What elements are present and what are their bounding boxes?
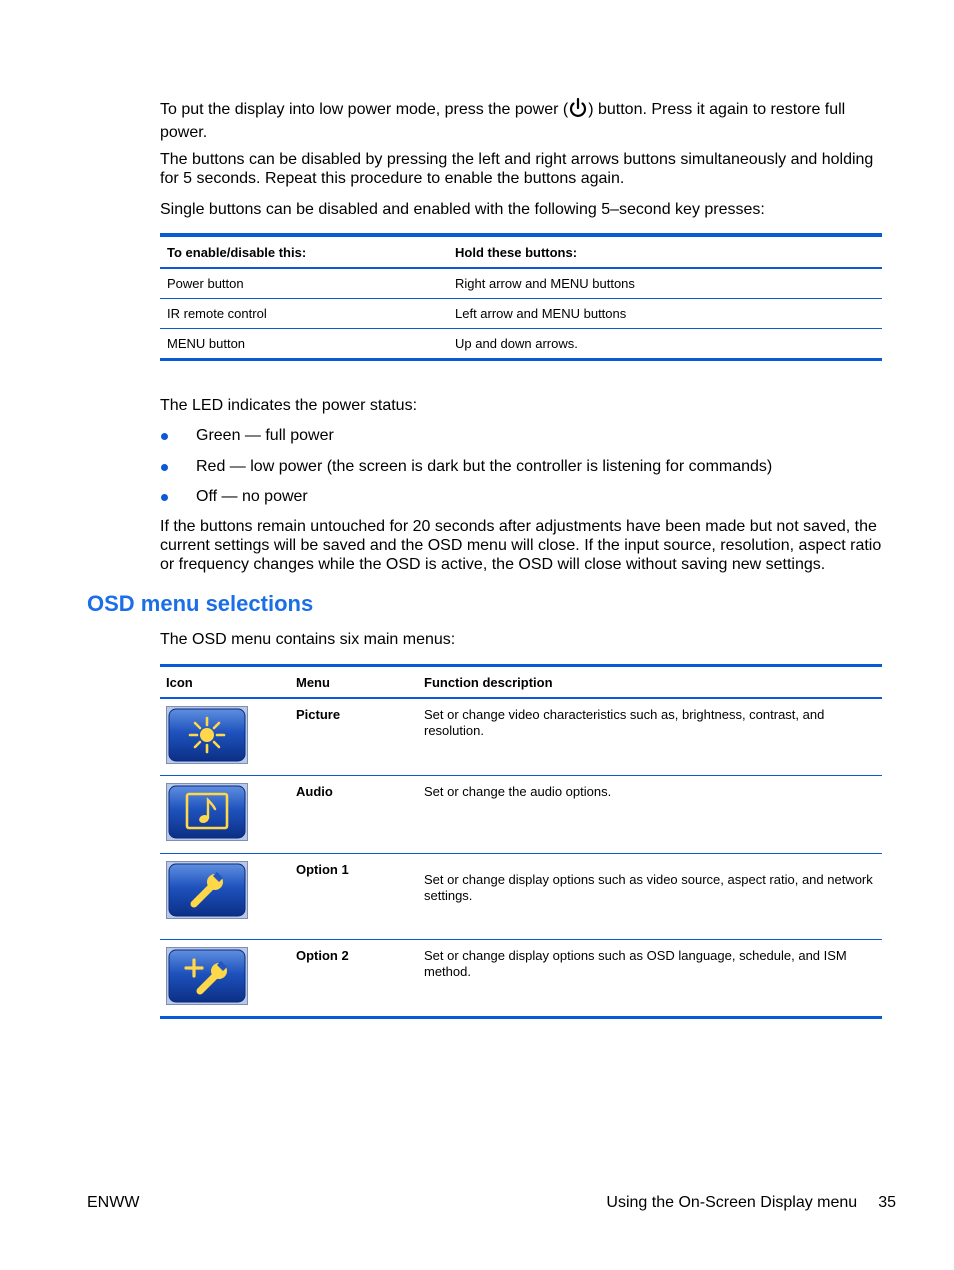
table-cell: IR remote control	[160, 299, 448, 329]
footer-running-title	[606, 1193, 896, 1212]
table-cell: Up and down arrows.	[455, 336, 578, 351]
list-item: Green — full power	[160, 426, 882, 445]
osd-menu-table	[160, 664, 882, 1019]
column-header: Icon	[160, 666, 290, 699]
table-row	[160, 776, 882, 854]
column-header: To enable/disable this:	[160, 235, 448, 268]
menu-name: Option 2	[296, 948, 349, 963]
column-header: Menu	[290, 666, 418, 699]
wrench-plus-icon	[166, 947, 248, 1005]
led-status-list	[160, 426, 882, 518]
function-description: Set or change the audio options.	[418, 776, 882, 854]
table-cell: Power button	[160, 268, 448, 299]
bullet-icon	[161, 494, 168, 501]
table-header-row	[160, 235, 882, 268]
function-description: Set or change video characteristics such as, brightness, contrast, and resolution.	[418, 698, 882, 776]
column-header: Function description	[418, 666, 882, 699]
list-item: Off — no power	[160, 487, 882, 506]
table-row	[160, 268, 882, 299]
led-intro: The LED indicates the power status:	[160, 397, 418, 414]
page-number: 35	[878, 1194, 896, 1211]
section-heading: OSD menu selections	[87, 591, 314, 616]
function-description: Set or change display options such as OSD language, schedule, and ISM method.	[424, 948, 847, 979]
timeout-paragraph: If the buttons remain untouched for 20 seconds after adjustments have been made but not saved, the current settings will be saved and the OSD menu will close. If the input source, resolution, aspect ratio or frequency changes while the OSD is active, the OSD will close without saving new settings.	[160, 518, 882, 573]
osd-intro: The OSD menu contains six main menus:	[160, 631, 456, 648]
table-cell: Right arrow and MENU buttons	[448, 268, 882, 299]
table-row	[160, 329, 882, 360]
power-icon	[568, 97, 588, 119]
wrench-icon	[166, 861, 248, 919]
list-item: Red — low power (the screen is dark but the controller is listening for commands)	[160, 457, 882, 476]
bullet-icon	[161, 464, 168, 471]
sun-icon	[166, 706, 248, 764]
footer-doc-code: ENWW	[87, 1194, 140, 1211]
disable-buttons-paragraph: The buttons can be disabled by pressing the left and right arrows buttons simultaneously and holding for 5 seconds. Repeat this procedure to enable the buttons again.	[160, 151, 874, 187]
bullet-icon	[161, 433, 168, 440]
table-row	[160, 299, 882, 329]
table-row	[160, 940, 882, 1018]
function-description: Set or change display options such as video source, aspect ratio, and network settings.	[418, 854, 882, 940]
table-cell: MENU button	[167, 336, 246, 351]
footer-section: Using the On-Screen Display menu	[606, 1194, 858, 1211]
single-buttons-paragraph: Single buttons can be disabled and enabled with the following 5–second key presses:	[160, 201, 765, 218]
button-lock-table	[160, 233, 882, 361]
table-row	[160, 854, 882, 940]
low-power-paragraph: To put the display into low power mode, press the power ( ) button. Press it again to restore full power.	[160, 97, 882, 144]
music-note-icon	[166, 783, 248, 841]
menu-name: Option 1	[290, 854, 418, 940]
column-header: Hold these buttons:	[448, 235, 882, 268]
menu-name: Picture	[290, 698, 418, 776]
table-cell: Left arrow and MENU buttons	[448, 299, 882, 329]
table-row	[160, 698, 882, 776]
menu-name: Audio	[290, 776, 418, 854]
table-header-row	[160, 666, 882, 699]
